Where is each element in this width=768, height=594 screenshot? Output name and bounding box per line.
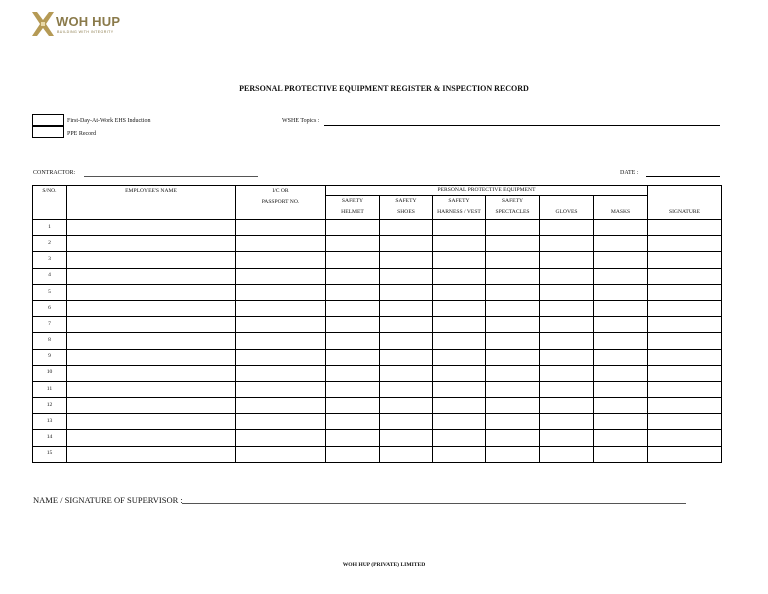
entry-cell[interactable] [540,300,594,316]
table-row [33,268,722,284]
entry-cell[interactable] [486,349,540,365]
ic-header-line1: I/C OR [272,188,289,194]
ppe-record-label: PPE Record [67,131,97,137]
entry-cell[interactable] [380,268,433,284]
entry-cell[interactable] [540,430,594,446]
ppe-gloves-header: GLOVES [540,208,594,220]
entry-cell[interactable] [486,446,540,462]
entry-cell[interactable] [433,446,486,462]
entry-cell[interactable] [594,381,648,397]
entry-cell[interactable] [540,252,594,268]
entry-cell[interactable] [67,333,236,349]
entry-cell[interactable] [594,252,648,268]
ppe-register-table [32,185,722,463]
entry-cell[interactable] [380,381,433,397]
row-number: 14 [33,430,67,446]
woh-hup-logo-icon [32,12,54,36]
entry-cell[interactable] [380,284,433,300]
entry-cell[interactable] [236,284,326,300]
entry-cell[interactable] [326,220,380,236]
entry-cell[interactable] [540,317,594,333]
ppe-gloves-header-line1 [540,196,594,208]
entry-cell[interactable] [486,300,540,316]
supervisor-label: NAME / SIGNATURE OF SUPERVISOR : [33,495,183,505]
entry-cell[interactable] [648,430,722,446]
entry-cell[interactable] [326,365,380,381]
entry-cell[interactable] [326,430,380,446]
entry-cell[interactable] [486,284,540,300]
entry-cell[interactable] [648,349,722,365]
entry-cell[interactable] [594,317,648,333]
supervisor-signature-field[interactable] [182,503,686,504]
entry-cell[interactable] [594,349,648,365]
entry-cell[interactable] [648,300,722,316]
row-number: 11 [33,381,67,397]
footer-company: WOH HUP (PRIVATE) LIMITED [342,562,426,568]
entry-cell[interactable] [433,284,486,300]
entry-cell[interactable] [380,349,433,365]
entry-cell[interactable] [380,398,433,414]
entry-cell[interactable] [486,365,540,381]
entry-cell[interactable] [486,268,540,284]
entry-cell[interactable] [67,446,236,462]
entry-cell[interactable] [380,236,433,252]
entry-cell[interactable] [648,317,722,333]
logo-tagline: BUILDING WITH INTEGRITY [57,30,114,34]
entry-cell[interactable] [380,220,433,236]
entry-cell[interactable] [433,333,486,349]
entry-cell[interactable] [326,300,380,316]
entry-cell[interactable] [594,430,648,446]
row-number: 6 [33,300,67,316]
entry-cell[interactable] [67,300,236,316]
date-field[interactable] [646,176,720,177]
row-number: 2 [33,236,67,252]
entry-cell[interactable] [326,317,380,333]
entry-cell[interactable] [433,317,486,333]
entry-cell[interactable] [540,365,594,381]
entry-cell[interactable] [594,268,648,284]
entry-cell[interactable] [540,446,594,462]
ppe-masks-header: MASKS [594,208,648,220]
entry-cell[interactable] [648,284,722,300]
entry-cell[interactable] [326,333,380,349]
entry-cell[interactable] [67,236,236,252]
entry-cell[interactable] [648,333,722,349]
entry-cell[interactable] [236,414,326,430]
entry-cell[interactable] [326,252,380,268]
entry-cell[interactable] [380,430,433,446]
employee-name-header: EMPLOYEE'S NAME [67,186,236,220]
entry-cell[interactable] [236,236,326,252]
ppe-group-header: PERSONAL PROTECTIVE EQUIPMENT [326,186,648,196]
entry-cell[interactable] [433,349,486,365]
row-number: 1 [33,220,67,236]
table-row [33,430,722,446]
row-number: 15 [33,446,67,462]
table-row [33,252,722,268]
entry-cell[interactable] [540,381,594,397]
entry-cell[interactable] [326,446,380,462]
entry-cell[interactable] [594,220,648,236]
entry-cell[interactable] [540,268,594,284]
entry-cell[interactable] [236,317,326,333]
entry-cell[interactable] [236,398,326,414]
ppe-helmet-header: HELMET [326,208,380,220]
induction-checkbox[interactable] [32,114,64,126]
entry-cell[interactable] [540,414,594,430]
entry-cell[interactable] [326,381,380,397]
entry-cell[interactable] [486,236,540,252]
entry-cell[interactable] [648,220,722,236]
entry-cell[interactable] [67,381,236,397]
entry-cell[interactable] [594,365,648,381]
entry-cell[interactable] [433,220,486,236]
ppe-spectacles-header: SPECTACLES [486,208,540,220]
signature-header: SIGNATURE [648,186,722,220]
entry-cell[interactable] [67,349,236,365]
table-row [33,333,722,349]
entry-cell[interactable] [326,414,380,430]
company-logo [32,12,152,38]
entry-cell[interactable] [433,430,486,446]
entry-cell[interactable] [380,414,433,430]
entry-cell[interactable] [540,284,594,300]
entry-cell[interactable] [326,236,380,252]
entry-cell[interactable] [648,252,722,268]
wshe-topics-field[interactable] [324,125,720,126]
entry-cell[interactable] [433,252,486,268]
ppe-harness-header-line1: SAFETY [433,196,486,208]
entry-cell[interactable] [236,220,326,236]
entry-cell[interactable] [326,349,380,365]
entry-cell[interactable] [236,333,326,349]
row-number: 9 [33,349,67,365]
entry-cell[interactable] [67,252,236,268]
entry-cell[interactable] [236,252,326,268]
entry-cell[interactable] [67,317,236,333]
entry-cell[interactable] [540,349,594,365]
entry-cell[interactable] [326,284,380,300]
row-number: 13 [33,414,67,430]
entry-cell[interactable] [486,398,540,414]
table-row [33,317,722,333]
contractor-field[interactable] [84,176,258,177]
entry-cell[interactable] [433,236,486,252]
page-title: PERSONAL PROTECTIVE EQUIPMENT REGISTER & INSPECTION RECORD [239,84,529,93]
entry-cell[interactable] [486,220,540,236]
row-number: 3 [33,252,67,268]
entry-cell[interactable] [594,300,648,316]
table-row [33,236,722,252]
entry-cell[interactable] [433,381,486,397]
ic-header-line2: PASSPORT NO. [261,198,300,205]
entry-cell[interactable] [236,430,326,446]
entry-cell[interactable] [326,398,380,414]
entry-cell[interactable] [648,236,722,252]
entry-cell[interactable] [236,446,326,462]
ppe-shoes-header-line1: SAFETY [380,196,433,208]
table-row [33,446,722,462]
row-number: 8 [33,333,67,349]
entry-cell[interactable] [648,381,722,397]
table-row [33,398,722,414]
table-row [33,381,722,397]
ppe-harness-header: HARNESS / VEST [433,208,486,220]
entry-cell[interactable] [594,236,648,252]
entry-cell[interactable] [67,430,236,446]
entry-cell[interactable] [380,365,433,381]
entry-cell[interactable] [540,236,594,252]
entry-cell[interactable] [380,333,433,349]
row-number: 5 [33,284,67,300]
entry-cell[interactable] [380,300,433,316]
entry-cell[interactable] [236,300,326,316]
entry-cell[interactable] [380,317,433,333]
entry-cell[interactable] [594,398,648,414]
entry-cell[interactable] [540,333,594,349]
ic-passport-header [236,186,326,220]
row-number: 4 [33,268,67,284]
row-number: 7 [33,317,67,333]
entry-cell[interactable] [648,268,722,284]
entry-cell[interactable] [594,333,648,349]
table-row [33,220,722,236]
ppe-record-checkbox[interactable] [32,126,64,138]
sno-header: S/NO. [33,186,67,220]
entry-cell[interactable] [540,220,594,236]
entry-cell[interactable] [486,414,540,430]
ppe-spectacles-header-line1: SAFETY [486,196,540,208]
entry-cell[interactable] [67,268,236,284]
entry-cell[interactable] [326,268,380,284]
ppe-shoes-header: SHOES [380,208,433,220]
entry-cell[interactable] [67,398,236,414]
entry-cell[interactable] [67,284,236,300]
entry-cell[interactable] [594,414,648,430]
entry-cell[interactable] [380,446,433,462]
table-row [33,284,722,300]
entry-cell[interactable] [433,414,486,430]
entry-cell[interactable] [648,414,722,430]
entry-cell[interactable] [540,398,594,414]
entry-cell[interactable] [67,220,236,236]
entry-cell[interactable] [486,317,540,333]
entry-cell[interactable] [433,300,486,316]
table-row [33,414,722,430]
table-row [33,300,722,316]
date-label: DATE : [620,170,639,176]
entry-cell[interactable] [486,430,540,446]
entry-cell[interactable] [236,268,326,284]
entry-cell[interactable] [433,268,486,284]
entry-cell[interactable] [486,333,540,349]
entry-cell[interactable] [648,365,722,381]
entry-cell[interactable] [433,398,486,414]
entry-cell[interactable] [648,398,722,414]
entry-cell[interactable] [236,349,326,365]
ppe-helmet-header-line1: SAFETY [326,196,380,208]
induction-label: First-Day-At-Work EHS Induction [67,118,151,124]
wshe-topics-label: WSHE Topics : [282,118,320,124]
entry-cell[interactable] [648,446,722,462]
entry-cell[interactable] [486,381,540,397]
entry-cell[interactable] [67,414,236,430]
ppe-masks-header-line1 [594,196,648,208]
row-number: 10 [33,365,67,381]
table-row [33,349,722,365]
row-number: 12 [33,398,67,414]
entry-cell[interactable] [594,446,648,462]
entry-cell[interactable] [380,252,433,268]
contractor-label: CONTRACTOR: [33,170,76,176]
logo-name: WOH HUP [56,14,121,29]
entry-cell[interactable] [236,381,326,397]
table-row [33,365,722,381]
entry-cell[interactable] [433,365,486,381]
entry-cell[interactable] [67,365,236,381]
entry-cell[interactable] [236,365,326,381]
entry-cell[interactable] [486,252,540,268]
entry-cell[interactable] [594,284,648,300]
